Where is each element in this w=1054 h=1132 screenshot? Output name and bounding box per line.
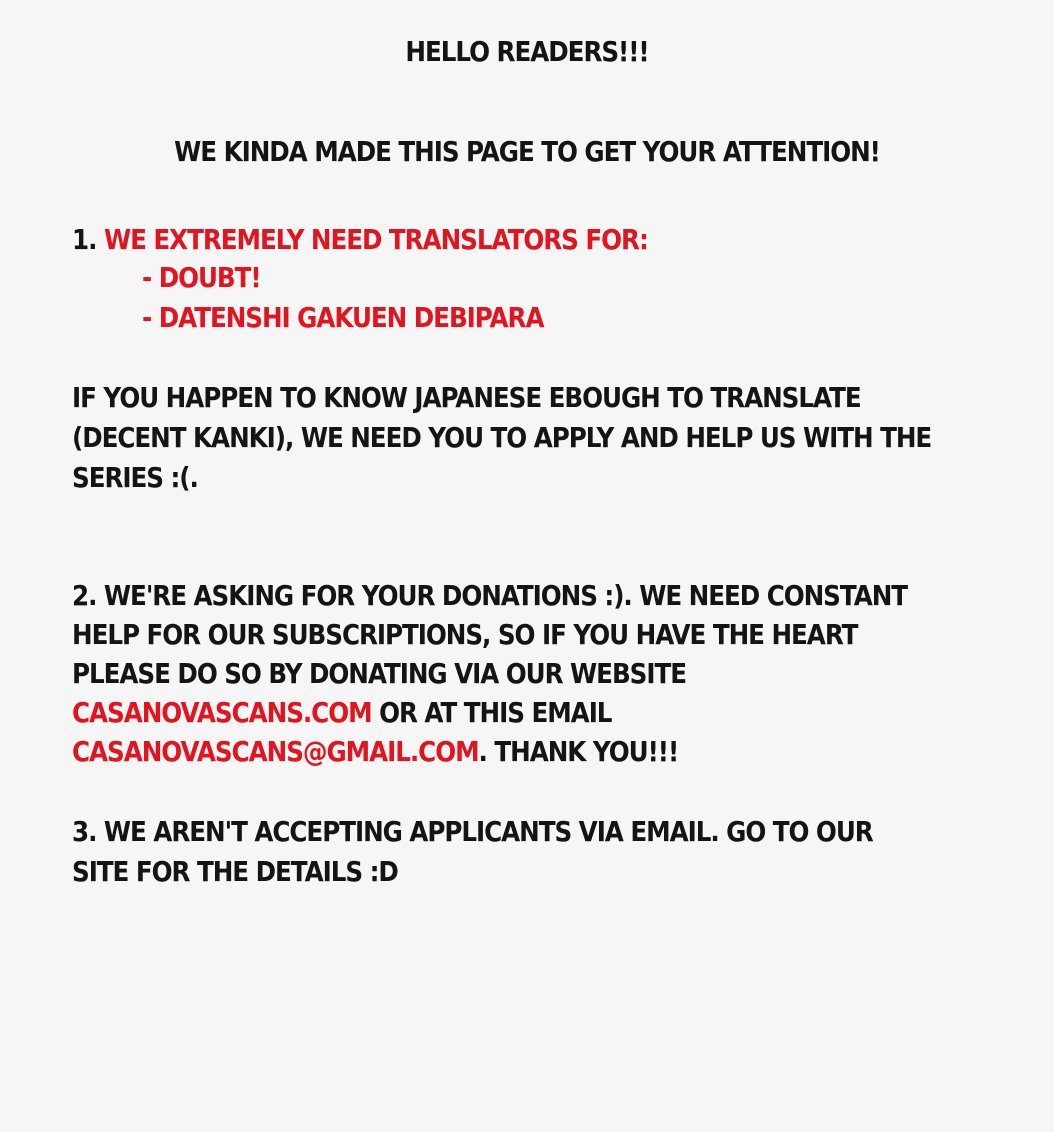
item-1-body-line-3: SERIES :(. <box>72 461 198 494</box>
page-subtitle: WE KINDA MADE THIS PAGE TO GET YOUR ATTENTION! <box>174 135 880 168</box>
website-suffix: OR AT THIS EMAIL <box>371 696 612 729</box>
translators-needed-text: WE EXTREMELY NEED TRANSLATORS FOR: <box>103 223 648 256</box>
email-link[interactable]: CASANOVASCANS@GMAIL.COM <box>72 735 479 768</box>
item-2-line-4 <box>72 693 611 733</box>
item-3-line-2: SITE FOR THE DETAILS :D <box>72 855 398 888</box>
item-2-line-3: PLEASE DO SO BY DONATING VIA OUR WEBSITE <box>72 657 687 690</box>
item-1-body-line-1: IF YOU HAPPEN TO KNOW JAPANESE EBOUGH TO TRANSLATE <box>72 381 861 414</box>
item-2-line-2: HELP FOR OUR SUBSCRIPTIONS, SO IF YOU HAVE THE HEART <box>72 618 858 651</box>
item-2-line-5 <box>72 732 678 772</box>
page-title: HELLO READERS!!! <box>405 35 649 68</box>
item-3-line-1: 3. WE AREN'T ACCEPTING APPLICANTS VIA EMAIL. GO TO OUR <box>72 815 873 848</box>
series-item-doubt: - DOUBT! <box>142 261 261 294</box>
website-link[interactable]: CASANOVASCANS.COM <box>72 696 372 729</box>
item-1-heading <box>72 220 648 260</box>
item-1-body-line-2: (DECENT KANKI), WE NEED YOU TO APPLY AND HELP US WITH THE <box>72 421 932 454</box>
item-1-number: 1. <box>72 223 97 256</box>
email-suffix: . THANK YOU!!! <box>478 735 679 768</box>
series-item-debipara: - DATENSHI GAKUEN DEBIPARA <box>142 301 544 334</box>
item-2-line-1: 2. WE'RE ASKING FOR YOUR DONATIONS :). WE NEED CONSTANT <box>72 579 908 612</box>
